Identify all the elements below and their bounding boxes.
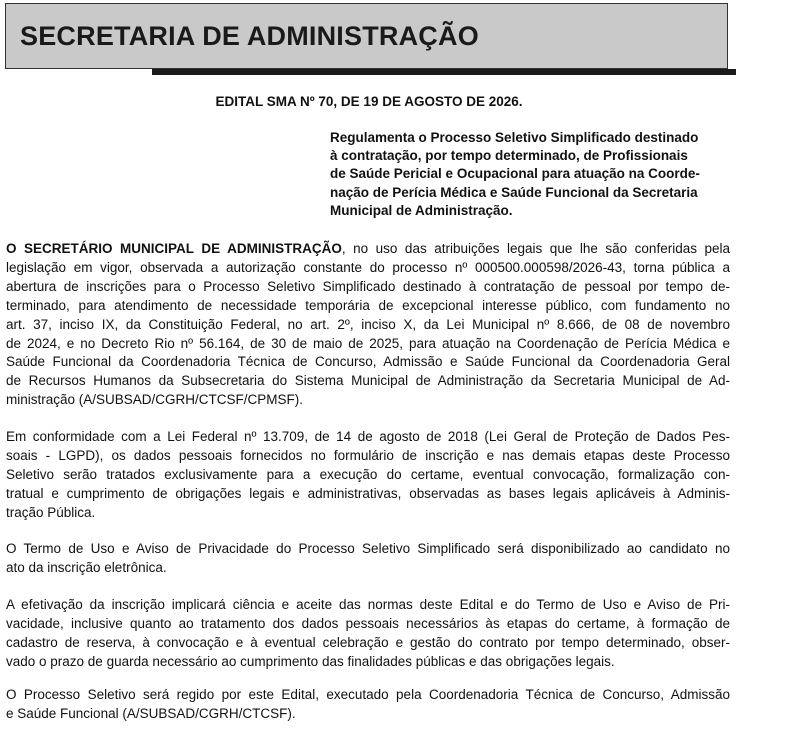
ementa-line: Regulamenta o Processo Seletivo Simplificado destinado [330,130,699,145]
paragraph-text: , no uso das atribuições legais que lhe são conferidas pela [341,241,731,256]
paragraph-lgpd [6,428,730,523]
paragraph-line [6,240,730,259]
secretary-title: O SECRETÁRIO MUNICIPAL DE ADMINISTRAÇÃO [6,241,342,256]
paragraph-line: abertura de inscrições para o Processo Seletivo Simplificado destinado à contratação de pessoal por tempo de- [6,278,730,294]
paragraph-line: terminado, para atendimento de necessidade temporária de excepcional interesse público, com fundamento no [6,297,730,313]
paragraph-inscription-effect [6,596,730,672]
paragraph-line: O Processo Seletivo será regido por este Edital, executado pela Coordenadoria Técnica de Concurso, Admissão [6,687,730,702]
paragraph-line: de Recursos Humanos da Subsecretaria do Sistema Municipal de Administração da Secretaria Municipal de Ad- [6,373,730,389]
paragraph-line: A efetivação da inscrição implicará ciência e aceite das normas deste Edital e do Termo de Uso e Aviso de Pri- [6,597,730,612]
ementa-block [330,129,730,220]
paragraph-line: art. 37, inciso IX, da Constituição Federal, no art. 2º, inciso X, da Lei Municipal nº 8.666, de 08 de novembro [6,316,730,332]
paragraph-line: cadastro de reserva, à convocação e à eventual celebração e gestão do contrato por tempo determinado, obser- [6,634,730,650]
header-rule-bar [152,69,736,75]
paragraph-line: Em conformidade com a Lei Federal nº 13.709, de 14 de agosto de 2018 (Lei Geral de Proteção de Dados Pes- [6,429,730,444]
paragraph-line: legislação em vigor, observada a autorização constante do processo nº 000500.000598/2026-43, torna pública a [6,259,730,275]
paragraph-line: vado o prazo de guarda necessário ao cumprimento das finalidades públicas e das obrigações legais. [6,653,615,669]
paragraph-line: tratual e cumprimento de obrigações legais e administrativas, observadas as bases legais aplicáveis à Adminis- [6,485,730,501]
paragraph-governance [6,686,730,724]
ementa-line: Municipal de Administração. [330,202,513,218]
paragraph-line: Saúde Funcional da Coordenadoria Técnica de Concurso, Admissão e Saúde Funcional da Coordenadoria Geral [6,354,730,370]
paragraph-line: vacidade, inclusive quanto ao tratamento dos dados pessoais necessários às etapas do certame, à formação de [6,615,730,631]
ementa-line: à contratação, por tempo determinado, de Profissionais [330,148,688,164]
edital-title: EDITAL SMA Nº 70, DE 19 DE AGOSTO DE 2026. [215,94,523,109]
paragraph-privacy-notice [6,540,730,578]
paragraph-line: tração Pública. [6,504,96,520]
paragraph-line: O Termo de Uso e Aviso de Privacidade do Processo Seletivo Simplificado será disponibilizado ao candidato no [6,541,730,556]
paragraph-line: de 2024, e no Decreto Rio nº 56.164, de 30 de maio de 2025, para atuação na Coordenação de Perícia Médica e [6,335,730,351]
section-title: SECRETARIA DE ADMINISTRAÇÃO [20,21,479,51]
paragraph-line: soais - LGPD), os dados pessoais fornecidos no formulário de inscrição e nas demais etapas deste Processo [6,447,730,463]
paragraph-line: e Saúde Funcional (A/SUBSAD/CGRH/CTCSF). [6,705,296,721]
paragraph-line: Seletivo serão tratados exclusivamente para a execução do certame, eventual convocação, formalização con- [6,466,730,482]
ementa-line: nação de Perícia Médica e Saúde Funcional da Secretaria [330,184,698,200]
paragraph-line: ato da inscrição eletrônica. [6,559,167,575]
paragraph-preamble [6,240,730,410]
paragraph-line: ministração (A/SUBSAD/CGRH/CTCSF/CPMSF). [6,392,304,408]
ementa-line: de Saúde Pericial e Ocupacional para atuação na Coorde- [330,166,700,182]
section-header-box [5,3,728,69]
